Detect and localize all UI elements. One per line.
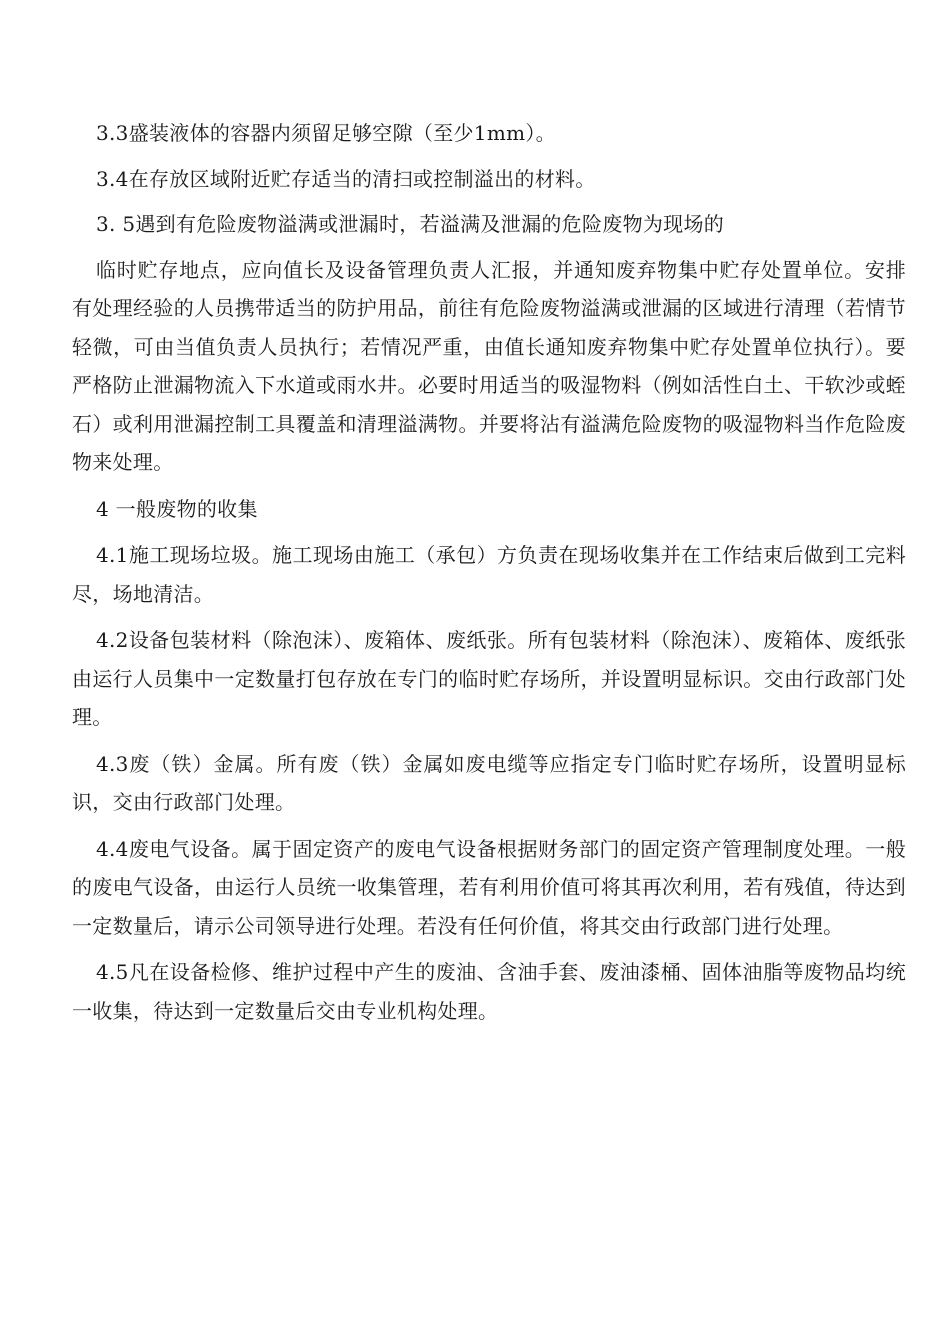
paragraph-4-5: 4.5凡在设备检修、维护过程中产生的废油、含油手套、废油漆桶、固体油脂等废物品均统一收集，待达到一定数量后交由专业机构处理。 — [72, 960, 906, 1023]
paragraph-3-5-continued: 临时贮存地点，应向值长及设备管理负责人汇报，并通知废弃物集中贮存处置单位。安排有处理经验的人员携带适当的防护用品，前往有危险废物溢满或泄漏的区域进行清理（若情节轻微，可由当值负责人员执行；若情况严重，由值长通知废弃物集中贮存处置单位执行）。要严格防止泄漏物流入下水道或雨水井。必要时用适当的吸湿物料（例如活性白土、干软沙或蛭石）或利用泄漏控制工具覆盖和清理溢满物。并要将沾有溢满危险废物的吸湿物料当作危险废物来处理。 — [72, 257, 906, 474]
document-body — [72, 114, 906, 1038]
paragraph-4-1: 4.1施工现场垃圾。施工现场由施工（承包）方负责在现场收集并在工作结束后做到工完料尽，场地清洁。 — [72, 543, 906, 606]
paragraph-3-3: 3.3盛装液体的容器内须留足够空隙（至少1mm）。 — [96, 121, 556, 145]
paragraph-4-2: 4.2设备包装材料（除泡沫）、废箱体、废纸张。所有包装材料（除泡沫）、废箱体、废纸张由运行人员集中一定数量打包存放在专门的临时贮存场所，并设置明显标识。交由行政部门处理。 — [72, 628, 906, 729]
paragraph-4-4: 4.4废电气设备。属于固定资产的废电气设备根据财务部门的固定资产管理制度处理。一般的废电气设备，由运行人员统一收集管理，若有利用价值可将其再次利用，若有残值，待达到一定数量后，请示公司领导进行处理。若没有任何价值，将其交由行政部门进行处理。 — [72, 836, 906, 938]
paragraph-4-3: 4.3废（铁）金属。所有废（铁）金属如废电缆等应指定专门临时贮存场所，设置明显标识，交由行政部门处理。 — [72, 751, 906, 814]
paragraph-3-5: 3. 5遇到有危险废物溢满或泄漏时，若溢满及泄漏的危险废物为现场的 — [96, 212, 725, 236]
section-heading-4: 4 一般废物的收集 — [96, 496, 258, 521]
paragraph-3-4: 3.4在存放区域附近贮存适当的清扫或控制溢出的材料。 — [96, 166, 596, 191]
